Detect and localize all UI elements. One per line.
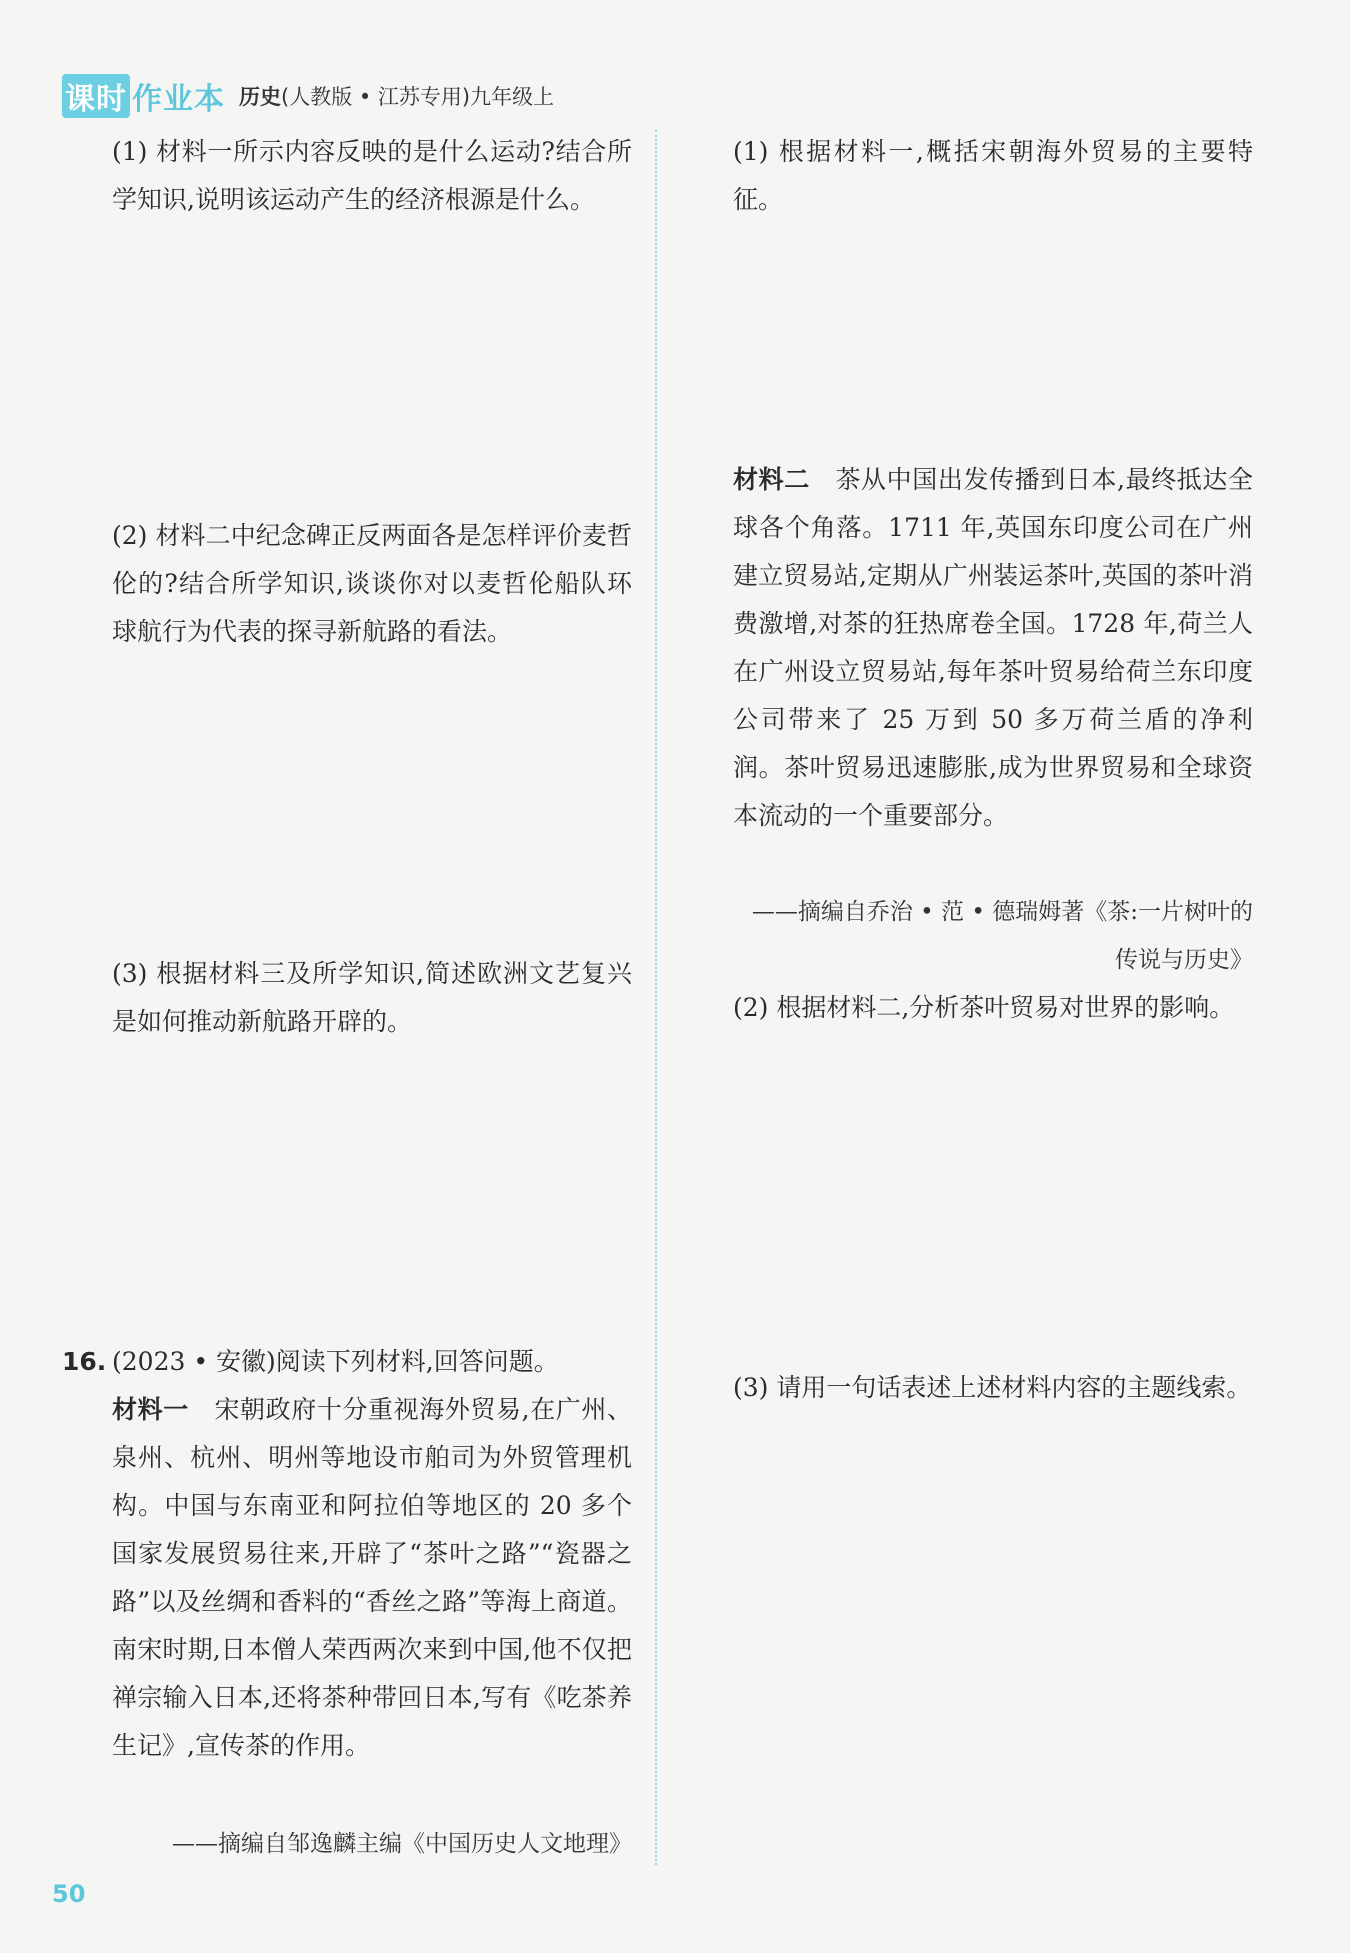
left-question-2: (2) 材料二中纪念碑正反两面各是怎样评价麦哲伦的?结合所学知识,谈谈你对以麦哲伦船队环球航行为代表的探寻新航路的看法。 bbox=[112, 521, 632, 646]
subject-name: 历史 bbox=[239, 85, 281, 109]
page-header bbox=[62, 76, 554, 116]
material-2-label: 材料二 bbox=[733, 465, 810, 494]
logo-text: 作业本 bbox=[132, 82, 225, 117]
material-1-text: 宋朝政府十分重视海外贸易,在广州、泉州、杭州、明州等地设市舶司为外贸管理机构。中国与东南亚和阿拉伯等地区的 20 多个国家发展贸易往来,开辟了“茶叶之路”“瓷器之路”以及丝绸和香料的“香丝之路”等海上商道。南宋时期,日本僧人荣西两次来到中国,他不仅把禅宗输入日本,还将茶种带回日本,写有《吃茶养生记》,宣传茶的作用。 bbox=[112, 1395, 632, 1760]
left-question-3: (3) 根据材料三及所学知识,简述欧洲文艺复兴是如何推动新航路开辟的。 bbox=[112, 959, 632, 1036]
material-1-source: ——摘编自邹逸麟主编《中国历史人文地理》 bbox=[172, 1831, 632, 1857]
right-question-2: (2) 根据材料二,分析茶叶贸易对世界的影响。 bbox=[733, 993, 1235, 1022]
edition-info: (人教版 • 江苏专用)九年级上 bbox=[281, 85, 555, 109]
material-1 bbox=[112, 1386, 632, 1770]
material-1-label: 材料一 bbox=[112, 1395, 189, 1424]
right-question-3: (3) 请用一句话表述上述材料内容的主题线索。 bbox=[733, 1373, 1252, 1402]
question-16-number: 16. bbox=[62, 1347, 107, 1376]
question-16-prompt: (2023 • 安徽)阅读下列材料,回答问题。 bbox=[112, 1347, 559, 1376]
workbook-logo bbox=[62, 74, 225, 118]
left-question-1: (1) 材料一所示内容反映的是什么运动?结合所学知识,说明该运动产生的经济根源是什么。 bbox=[112, 137, 632, 214]
subject-title bbox=[239, 81, 554, 111]
right-question-1: (1) 根据材料一,概括宋朝海外贸易的主要特征。 bbox=[733, 137, 1253, 214]
column-divider bbox=[655, 130, 657, 1865]
material-2 bbox=[733, 456, 1253, 840]
material-2-text: 茶从中国出发传播到日本,最终抵达全球各个角落。1711 年,英国东印度公司在广州建立贸易站,定期从广州装运茶叶,英国的茶叶消费激增,对茶的狂热席卷全国。1728 年,荷兰人在广州设立贸易站,每年茶叶贸易给荷兰东印度公司带来了 25 万到 50 多万荷兰盾的净利润。茶叶贸易迅速膨胀,成为世界贸易和全球资本流动的一个重要部分。 bbox=[733, 465, 1253, 830]
logo-boxed-text: 课时 bbox=[62, 74, 130, 118]
material-2-source: ——摘编自乔治 • 范 • 德瑞姆著《茶:一片树叶的传说与历史》 bbox=[751, 899, 1253, 973]
page-number: 50 bbox=[52, 1880, 86, 1908]
